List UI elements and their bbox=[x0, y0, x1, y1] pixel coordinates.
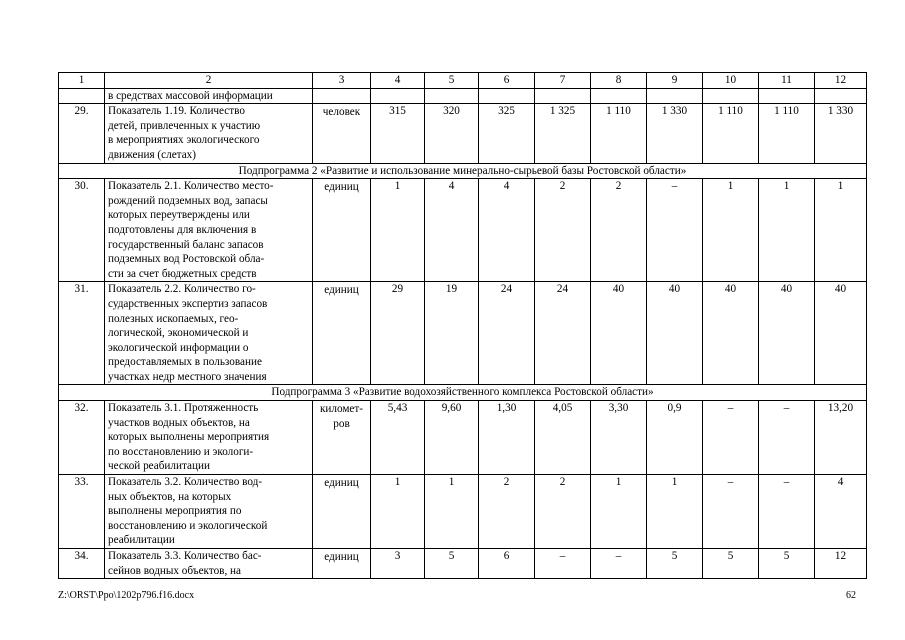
indicator-name-line: ных объектов, на которых bbox=[108, 490, 232, 503]
unit-line: человек bbox=[322, 106, 361, 119]
value-cell: – bbox=[703, 401, 759, 475]
continuation-empty-cell bbox=[759, 88, 815, 104]
indicator-row bbox=[59, 282, 867, 385]
subprogram-row bbox=[59, 163, 867, 179]
indicator-name-line: выполнены мероприятия по bbox=[108, 505, 242, 518]
value-cell: 5 bbox=[759, 549, 815, 579]
indicator-name bbox=[105, 475, 313, 549]
value-cell: 1 bbox=[371, 475, 425, 549]
indicator-name-line: логической, экономической и bbox=[108, 327, 249, 340]
value-cell: 40 bbox=[703, 282, 759, 385]
value-cell: 1 bbox=[815, 179, 867, 282]
indicators-table bbox=[58, 72, 867, 579]
unit-of-measure bbox=[313, 401, 371, 475]
value-cell: 4 bbox=[815, 475, 867, 549]
indicator-row bbox=[59, 475, 867, 549]
subprogram-title: Подпрограмма 3 «Развитие водохозяйственного комплекса Ростовской области» bbox=[59, 385, 867, 401]
indicator-row bbox=[59, 401, 867, 475]
col-number-9: 9 bbox=[647, 73, 703, 89]
value-cell: 315 bbox=[371, 104, 425, 163]
value-cell: 4 bbox=[425, 179, 479, 282]
continuation-empty-cell bbox=[591, 88, 647, 104]
indicator-name-line: детей, привлеченных к участию bbox=[108, 119, 261, 132]
footer-file-path: Z:\ORST\Ppo\1202p796.f16.docx bbox=[58, 590, 195, 601]
value-cell: 40 bbox=[647, 282, 703, 385]
row-number: 30. bbox=[59, 179, 105, 282]
value-cell: 5 bbox=[425, 549, 479, 579]
value-cell: 1 110 bbox=[759, 104, 815, 163]
continuation-empty-cell bbox=[703, 88, 759, 104]
value-cell: 1 bbox=[647, 475, 703, 549]
value-cell: 1 bbox=[703, 179, 759, 282]
value-cell: 2 bbox=[535, 179, 591, 282]
row-number: 33. bbox=[59, 475, 105, 549]
col-number-1: 1 bbox=[59, 73, 105, 89]
indicator-name-line: движения (слетах) bbox=[108, 148, 196, 161]
col-number-4: 4 bbox=[371, 73, 425, 89]
value-cell: 1 bbox=[759, 179, 815, 282]
value-cell: 6 bbox=[479, 549, 535, 579]
indicator-name-line: полезных ископаемых, гео- bbox=[108, 312, 239, 325]
value-cell: 2 bbox=[591, 179, 647, 282]
indicator-name-line: Показатель 3.2. Количество вод- bbox=[108, 476, 263, 489]
value-cell: – bbox=[591, 549, 647, 579]
value-cell: 2 bbox=[535, 475, 591, 549]
row-number: 32. bbox=[59, 401, 105, 475]
value-cell: – bbox=[759, 475, 815, 549]
unit-of-measure bbox=[313, 549, 371, 579]
indicator-name bbox=[105, 549, 313, 579]
unit-line: единиц bbox=[324, 477, 359, 490]
value-cell: 4,05 bbox=[535, 401, 591, 475]
indicator-name-line: сти за счет бюджетных средств bbox=[108, 267, 257, 280]
continuation-empty-cell bbox=[425, 88, 479, 104]
indicator-name-line: Показатель 3.1. Протяженность bbox=[108, 402, 259, 415]
col-number-11: 11 bbox=[759, 73, 815, 89]
indicator-name-line: восстановлению и экологической bbox=[108, 519, 268, 532]
value-cell: 9,60 bbox=[425, 401, 479, 475]
unit-of-measure bbox=[313, 179, 371, 282]
indicator-name-line: подготовлены для включения в bbox=[108, 223, 257, 236]
value-cell: 24 bbox=[535, 282, 591, 385]
indicator-name-line: участков водных объектов, на bbox=[108, 416, 250, 429]
indicator-name-line: Показатель 3.3. Количество бас- bbox=[108, 550, 262, 562]
unit-of-measure bbox=[313, 104, 371, 163]
continuation-empty-cell bbox=[815, 88, 867, 104]
value-cell: 1 110 bbox=[591, 104, 647, 163]
row-number: 29. bbox=[59, 104, 105, 163]
indicator-name-line: сударственных экспертиз запасов bbox=[108, 297, 268, 310]
indicator-name bbox=[105, 401, 313, 475]
subprogram-row bbox=[59, 385, 867, 401]
value-cell: 2 bbox=[479, 475, 535, 549]
col-number-10: 10 bbox=[703, 73, 759, 89]
unit-line: ров bbox=[333, 417, 350, 430]
value-cell: 1 110 bbox=[703, 104, 759, 163]
continuation-empty-cell bbox=[647, 88, 703, 104]
indicator-name-line: экологической информации о bbox=[108, 341, 249, 354]
value-cell: 29 bbox=[371, 282, 425, 385]
col-number-12: 12 bbox=[815, 73, 867, 89]
indicator-name-line: в мероприятиях экологического bbox=[108, 134, 260, 147]
unit-of-measure bbox=[313, 475, 371, 549]
value-cell: 40 bbox=[591, 282, 647, 385]
indicator-name-line: ческой реабилитации bbox=[108, 460, 210, 473]
indicator-name-line: Показатель 2.1. Количество место- bbox=[108, 180, 274, 193]
col-number-7: 7 bbox=[535, 73, 591, 89]
value-cell: 4 bbox=[479, 179, 535, 282]
value-cell: 1 330 bbox=[647, 104, 703, 163]
unit-line: единиц bbox=[324, 181, 359, 194]
indicator-name bbox=[105, 179, 313, 282]
value-cell: 1 330 bbox=[815, 104, 867, 163]
indicator-name-line: рождений подземных вод, запасы bbox=[108, 194, 268, 207]
continuation-empty-cell bbox=[313, 88, 371, 104]
indicator-row bbox=[59, 104, 867, 163]
value-cell: – bbox=[703, 475, 759, 549]
unit-line: единиц bbox=[324, 284, 359, 297]
continuation-empty-cell bbox=[479, 88, 535, 104]
indicator-name-line: которых переутверждены или bbox=[108, 209, 250, 222]
row-number: 34. bbox=[59, 549, 105, 579]
indicator-name-line: реабилитации bbox=[108, 534, 175, 547]
value-cell: 24 bbox=[479, 282, 535, 385]
indicator-name-line: Показатель 2.2. Количество го- bbox=[108, 283, 256, 296]
indicator-name-line: участках недр местного значения bbox=[108, 370, 267, 383]
value-cell: 13,20 bbox=[815, 401, 867, 475]
col-number-2: 2 bbox=[105, 73, 313, 89]
value-cell: 3 bbox=[371, 549, 425, 579]
indicator-row bbox=[59, 179, 867, 282]
continuation-no-cell bbox=[59, 88, 105, 104]
value-cell: – bbox=[535, 549, 591, 579]
value-cell: 5 bbox=[647, 549, 703, 579]
value-cell: 0,9 bbox=[647, 401, 703, 475]
unit-line: километ- bbox=[319, 403, 364, 416]
continuation-text: в средствах массовой информации bbox=[105, 88, 313, 104]
indicator-row bbox=[59, 549, 867, 579]
unit-line: единиц bbox=[324, 551, 359, 563]
value-cell: 1 bbox=[591, 475, 647, 549]
unit-of-measure bbox=[313, 282, 371, 385]
value-cell: 325 bbox=[479, 104, 535, 163]
value-cell: 5 bbox=[703, 549, 759, 579]
indicator-name-line: сейнов водных объектов, на bbox=[108, 564, 241, 577]
indicator-name-line: Показатель 1.19. Количество bbox=[108, 105, 245, 118]
indicator-name-line: государственный баланс запасов bbox=[108, 238, 264, 251]
value-cell: 1 bbox=[371, 179, 425, 282]
value-cell: 1 bbox=[425, 475, 479, 549]
value-cell: 1,30 bbox=[479, 401, 535, 475]
indicator-name-line: по восстановлению и экологи- bbox=[108, 445, 254, 458]
value-cell: 320 bbox=[425, 104, 479, 163]
value-cell: – bbox=[759, 401, 815, 475]
value-cell: – bbox=[647, 179, 703, 282]
indicator-name-line: подземных вод Ростовской обла- bbox=[108, 253, 265, 266]
value-cell: 40 bbox=[759, 282, 815, 385]
value-cell: 5,43 bbox=[371, 401, 425, 475]
continuation-empty-cell bbox=[371, 88, 425, 104]
continuation-empty-cell bbox=[535, 88, 591, 104]
value-cell: 19 bbox=[425, 282, 479, 385]
indicator-name-line: которых выполнены мероприятия bbox=[108, 431, 270, 444]
col-number-5: 5 bbox=[425, 73, 479, 89]
value-cell: 1 325 bbox=[535, 104, 591, 163]
col-number-3: 3 bbox=[313, 73, 371, 89]
header-row bbox=[59, 73, 867, 89]
col-number-6: 6 bbox=[479, 73, 535, 89]
continuation-row bbox=[59, 88, 867, 104]
col-number-8: 8 bbox=[591, 73, 647, 89]
indicator-name bbox=[105, 282, 313, 385]
value-cell: 12 bbox=[815, 549, 867, 579]
value-cell: 3,30 bbox=[591, 401, 647, 475]
value-cell: 40 bbox=[815, 282, 867, 385]
indicator-name bbox=[105, 104, 313, 163]
footer-page-number: 62 bbox=[846, 590, 856, 601]
subprogram-title: Подпрограмма 2 «Развитие и использование минерально-сырьевой базы Ростовской области» bbox=[59, 163, 867, 179]
indicator-name-line: предоставляемых в пользование bbox=[108, 356, 262, 369]
row-number: 31. bbox=[59, 282, 105, 385]
